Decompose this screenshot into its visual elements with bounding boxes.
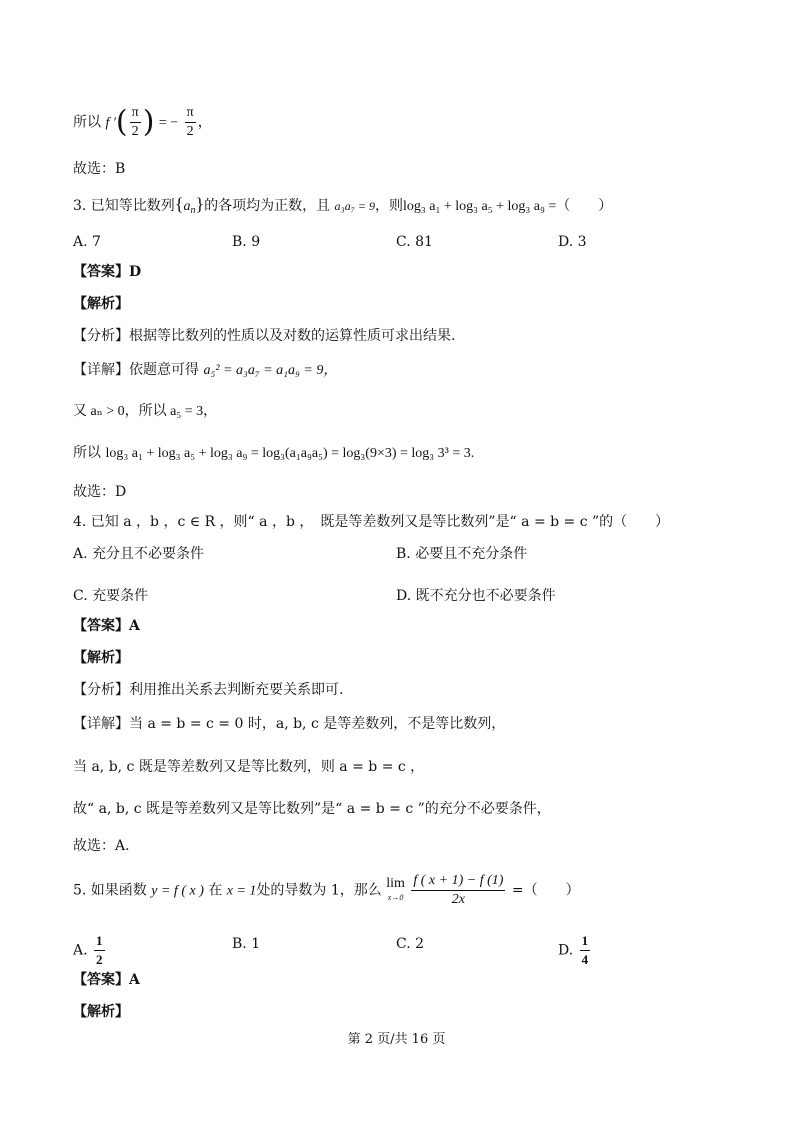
fraction-result <box>185 104 196 141</box>
q3-analysis-heading: 【解析】 <box>73 296 129 312</box>
q4-answer: 【答案】A <box>73 618 140 634</box>
q3-line-suoyi <box>73 443 474 464</box>
q5-option-b: B. 1 <box>232 936 261 952</box>
fprime-symbol: f ′ <box>105 115 116 131</box>
equals-minus: = − <box>158 115 179 131</box>
sequence-subscript: n <box>190 205 196 216</box>
q5-option-c: C. 2 <box>396 936 425 952</box>
q4-xiangjie: 【详解】当 a = b = c = 0 时，a, b, c 是等差数列，不是等比数列， <box>73 716 506 732</box>
fraction-numerator: π <box>185 104 196 123</box>
q5-stem-text-4: =（ ） <box>511 882 580 899</box>
q5-option-a-label: A. <box>73 942 88 959</box>
q5-point: x = 1 <box>226 883 257 899</box>
sequence-symbol: a <box>183 199 191 214</box>
q3-expression: log₃ a₁ + log₃ a₅ + log₃ a₉ =（ ） <box>403 199 613 214</box>
q5-option-a-fraction <box>94 932 105 969</box>
q5-function: y = f ( x ) <box>151 883 204 899</box>
limit-operator <box>386 877 405 905</box>
fraction-denominator: 2x <box>451 892 465 907</box>
sequence-braces-close: } <box>195 194 205 214</box>
left-paren: ( <box>115 104 128 140</box>
q3-answer: 【答案】D <box>73 264 142 280</box>
question-3-stem <box>73 194 612 221</box>
fraction-pi-over-2 <box>130 104 141 141</box>
q3-stem-text: 3. 已知等比数列 <box>73 198 175 214</box>
fraction-numerator: f ( x + 1) − f (1) <box>411 872 505 891</box>
q3-suoyi-text: 所以 <box>73 445 101 461</box>
q3-fenxi: 【分析】根据等比数列的性质以及对数的运算性质可求出结果. <box>73 328 456 344</box>
q3-option-d: D. 3 <box>558 234 587 250</box>
q4-line2: 当 a, b, c 既是等差数列又是等比数列，则 a = b = c ， <box>73 759 425 775</box>
q3-option-a: A. 7 <box>73 234 101 250</box>
fraction-numerator: π <box>130 104 141 123</box>
q4-fenxi: 【分析】利用推出关系去判断充要关系即可. <box>73 682 344 698</box>
q3-stem-text-3: ，则 <box>375 198 403 214</box>
q4-line3: 故“ a, b, c 既是等差数列又是等比数列”是“ a = b = c ”的充分不必要条件， <box>73 801 551 817</box>
q4-option-a: A. 充分且不必要条件 <box>73 546 205 562</box>
page-footer: 第 2 页/共 16 页 <box>347 1032 446 1047</box>
q5-answer: 【答案】A <box>73 972 140 988</box>
q5-stem-text-3: 处的导数为 1，那么 <box>256 882 382 899</box>
q3-xiangjie-formula: a₅² = a₃a₇ = a₁a₉ = 9， <box>203 363 338 378</box>
q5-analysis-heading: 【解析】 <box>73 1004 129 1020</box>
q3-stem-text-2: 的各项均为正数，且 <box>204 198 331 214</box>
q4-option-c: C. 充要条件 <box>73 588 149 604</box>
fraction-denominator: 4 <box>581 952 589 967</box>
choose-line-q2: 故选：B <box>73 161 126 177</box>
q5-stem-text: 5. 如果函数 <box>73 882 147 899</box>
q4-analysis-heading: 【解析】 <box>73 650 129 666</box>
fraction-denominator: 2 <box>186 124 194 139</box>
q4-option-d: D. 既不充分也不必要条件 <box>396 588 556 604</box>
q5-option-d-label: D. <box>558 942 574 959</box>
question-5-stem <box>73 872 580 910</box>
q5-option-d-fraction <box>580 932 591 969</box>
sequence-braces: { <box>174 194 184 214</box>
q3-option-c: C. 81 <box>396 234 433 250</box>
fraction-numerator: 1 <box>94 932 105 951</box>
q3-option-b: B. 9 <box>232 234 261 250</box>
fraction-denominator: 2 <box>96 952 103 967</box>
q3-condition: a₃a₇ = 9 <box>334 199 375 213</box>
q3-xiangjie <box>73 360 337 381</box>
limit-subscript: x→0 <box>387 892 404 902</box>
q4-option-b: B. 必要且不充分条件 <box>396 546 528 562</box>
limit-fraction <box>411 872 505 909</box>
q4-choose: 故选：A. <box>73 838 130 854</box>
text-suoyi: 所以 <box>73 114 101 131</box>
q5-option-a <box>73 932 107 969</box>
q3-suoyi-formula: log₃ a₁ + log₃ a₅ + log₃ a₉ = log₃(a₁a₉a₅) = log₃(9×3) = log₃ 3³ = 3. <box>105 446 475 461</box>
fraction-denominator: 2 <box>131 124 139 139</box>
result-line-fprime <box>73 104 212 141</box>
q3-choose: 故选：D <box>73 484 127 500</box>
q5-stem-text-2: 在 <box>208 882 223 899</box>
q5-option-d <box>558 932 592 969</box>
fraction-numerator: 1 <box>580 932 591 951</box>
q3-xiangjie-text: 【详解】依题意可得 <box>73 362 199 378</box>
q3-line-you: 又 aₙ > 0，所以 a₅ = 3， <box>73 404 218 419</box>
question-4-stem: 4. 已知 a ，b ，c ∈ R ，则“ a ，b ， 既是等差数列又是等比数列”是“ a = b = c ”的（ ） <box>73 514 670 530</box>
comma: ， <box>197 114 212 131</box>
right-paren: ) <box>142 104 155 140</box>
limit-symbol: lim <box>386 875 405 891</box>
